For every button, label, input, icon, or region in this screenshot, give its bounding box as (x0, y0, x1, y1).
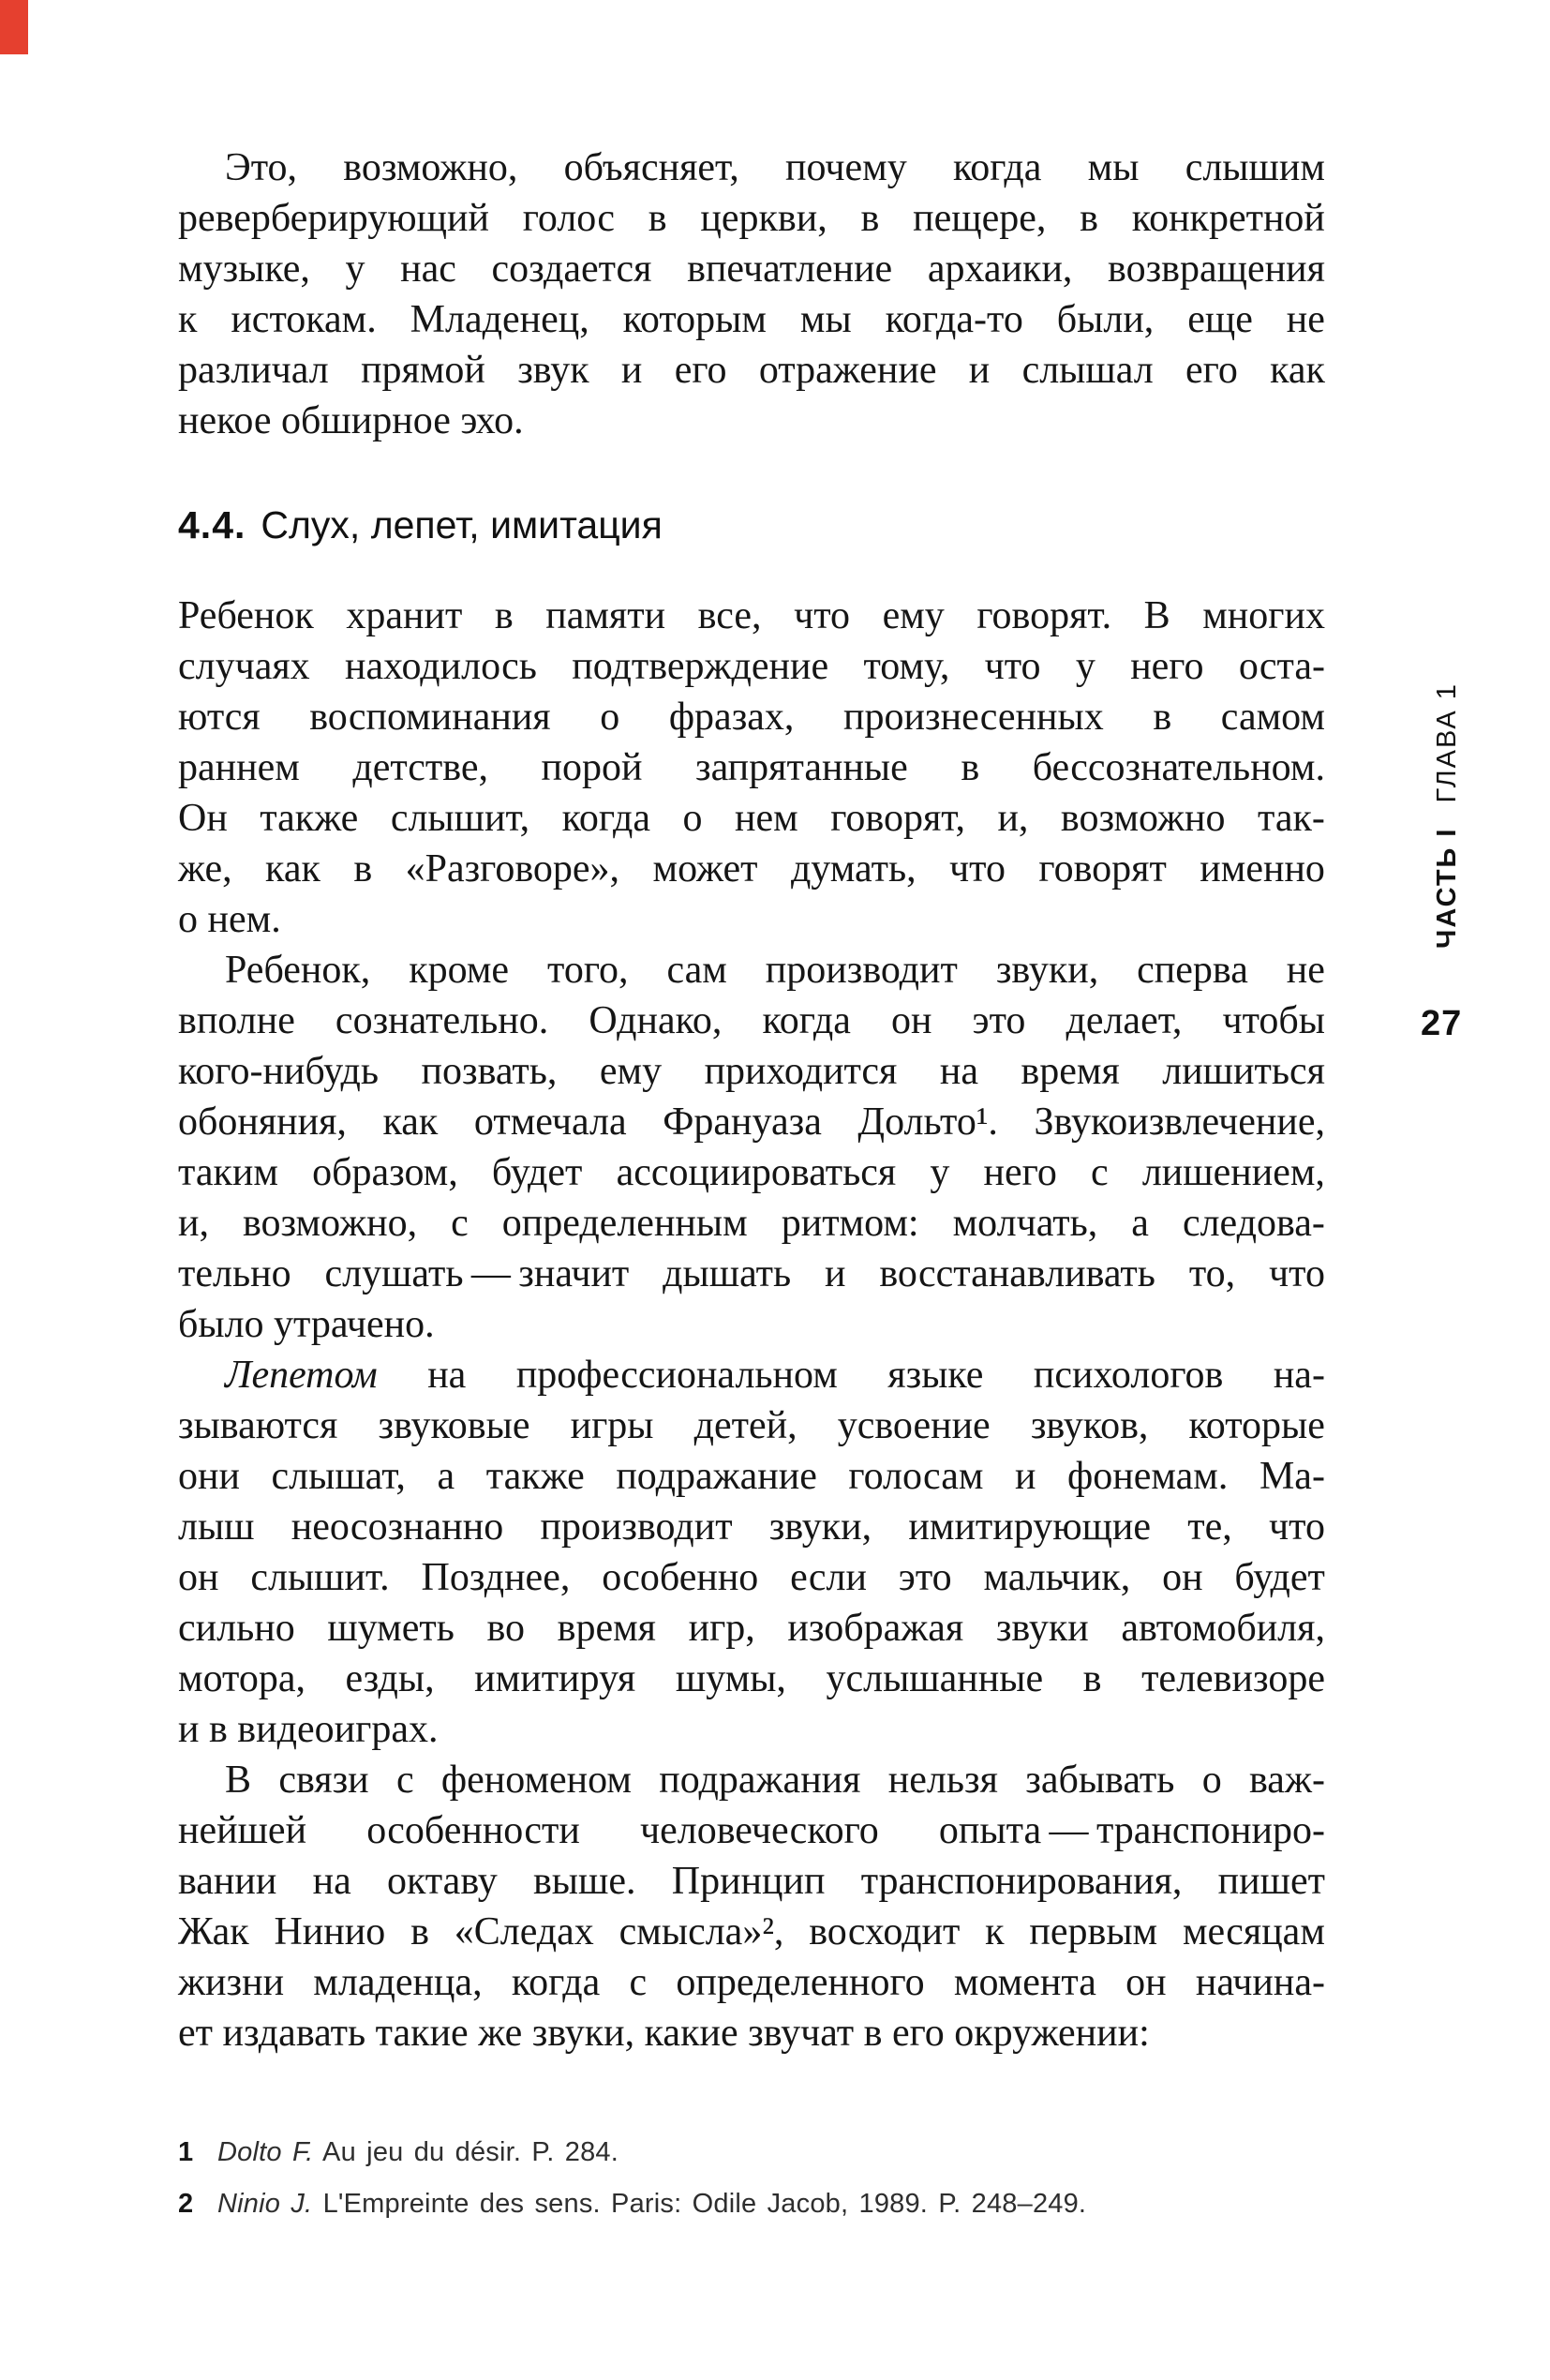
text-line: обоняния, как отмечала Франуаза Дольто¹. Звукоизвлечение, (178, 1100, 1325, 1144)
text-line: лыш неосознанно производит звуки, имитирующие те, что (178, 1505, 1325, 1549)
text-line: было утрачено. (178, 1303, 435, 1346)
section-heading (178, 499, 663, 551)
text-line: мотора, езды, имитируя шумы, услышанные в телевизоре (178, 1657, 1325, 1700)
sidebar-chapter-label: ГЛАВА 1 (1432, 682, 1462, 803)
footnote-row (178, 2189, 1340, 2220)
text-line: и, возможно, с определенным ритмом: молчать, а следова- (178, 1202, 1325, 1245)
text-line: таким образом, будет ассоциироваться у него с лишением, (178, 1151, 1325, 1194)
text-line: о нем. (178, 898, 281, 941)
text-line: вании на октаву выше. Принцип транспонирования, пишет (178, 1860, 1325, 1903)
text-line: музыке, у нас создается впечатление архаики, возвращения (178, 247, 1325, 291)
text-line: реверберирующий голос в церкви, в пещере, в конкретной (178, 197, 1325, 240)
text-line: Ребенок хранит в памяти все, что ему говорят. В многих (178, 594, 1325, 637)
text-line: сильно шуметь во время игр, изображая звуки автомобиля, (178, 1607, 1325, 1650)
footnote-text: Dolto F. Au jeu du désir. P. 284. (217, 2137, 619, 2167)
footnote-number: 1 (178, 2137, 194, 2167)
text-line: ет издавать такие же звуки, какие звучат в его окружении: (178, 2012, 1150, 2055)
text-line: раннем детстве, порой запрятанные в бессознательном. (178, 746, 1325, 789)
footnote-number: 2 (178, 2189, 194, 2219)
text-line: же, как в «Разговоре», может думать, что говорят именно (178, 847, 1325, 891)
body-paragraphs (178, 591, 1325, 2058)
text-line: некое обширное эхо. (178, 399, 524, 442)
text-line: Лепетом на профессиональном языке психологов на- (225, 1354, 1325, 1397)
footnote-row (178, 2137, 1340, 2168)
footnotes (178, 2137, 1340, 2240)
text-line: Ребенок, кроме того, сам производит звуки, сперва не (225, 949, 1325, 992)
text-line: ются воспоминания о фразах, произнесенных в самом (178, 696, 1325, 739)
footnote-text: Ninio J. L'Empreinte des sens. Paris: Odile Jacob, 1989. P. 248–249. (217, 2189, 1087, 2219)
text-line: нейшей особенности человеческого опыта — транспониро- (178, 1809, 1325, 1852)
text-line: Это, возможно, объясняет, почему когда мы слышим (225, 146, 1325, 189)
text-line: жизни младенца, когда с определенного момента он начина- (178, 1961, 1325, 2004)
text-line: он слышит. Позднее, особенно если это мальчик, он будет (178, 1556, 1325, 1599)
text-line: зываются звуковые игры детей, усвоение звуков, которые (178, 1404, 1325, 1447)
text-line: различал прямой звук и его отражение и слышал его как (178, 349, 1325, 392)
text-line: случаях находилось подтверждение тому, что у него оста- (178, 645, 1325, 688)
running-head-vertical (1431, 682, 1463, 949)
text-line: и в видеоиграх. (178, 1708, 439, 1751)
section-number: 4.4. (178, 503, 246, 546)
text-line: В связи с феноменом подражания нельзя забывать о важ- (225, 1759, 1325, 1802)
section-title: Слух, лепет, имитация (261, 503, 663, 546)
intro-paragraph (178, 142, 1325, 446)
page-number: 27 (1421, 1004, 1463, 1043)
text-line: они слышат, а также подражание голосам и фонемам. Ма- (178, 1455, 1325, 1498)
text-line: Жак Нинио в «Следах смысла»², восходит к первым месяцам (178, 1910, 1325, 1953)
text-line: к истокам. Младенец, которым мы когда-то были, еще не (178, 298, 1325, 341)
text-line: кого-нибудь позвать, ему приходится на время лишиться (178, 1050, 1325, 1093)
corner-color-tab (0, 0, 28, 54)
sidebar-part-label: ЧАСТЬ I (1432, 827, 1462, 949)
text-line: тельно слушать — значит дышать и восстанавливать то, что (178, 1252, 1325, 1295)
text-line: Он также слышит, когда о нем говорят, и, возможно так- (178, 797, 1325, 840)
text-line: вполне сознательно. Однако, когда он это делает, чтобы (178, 999, 1325, 1042)
